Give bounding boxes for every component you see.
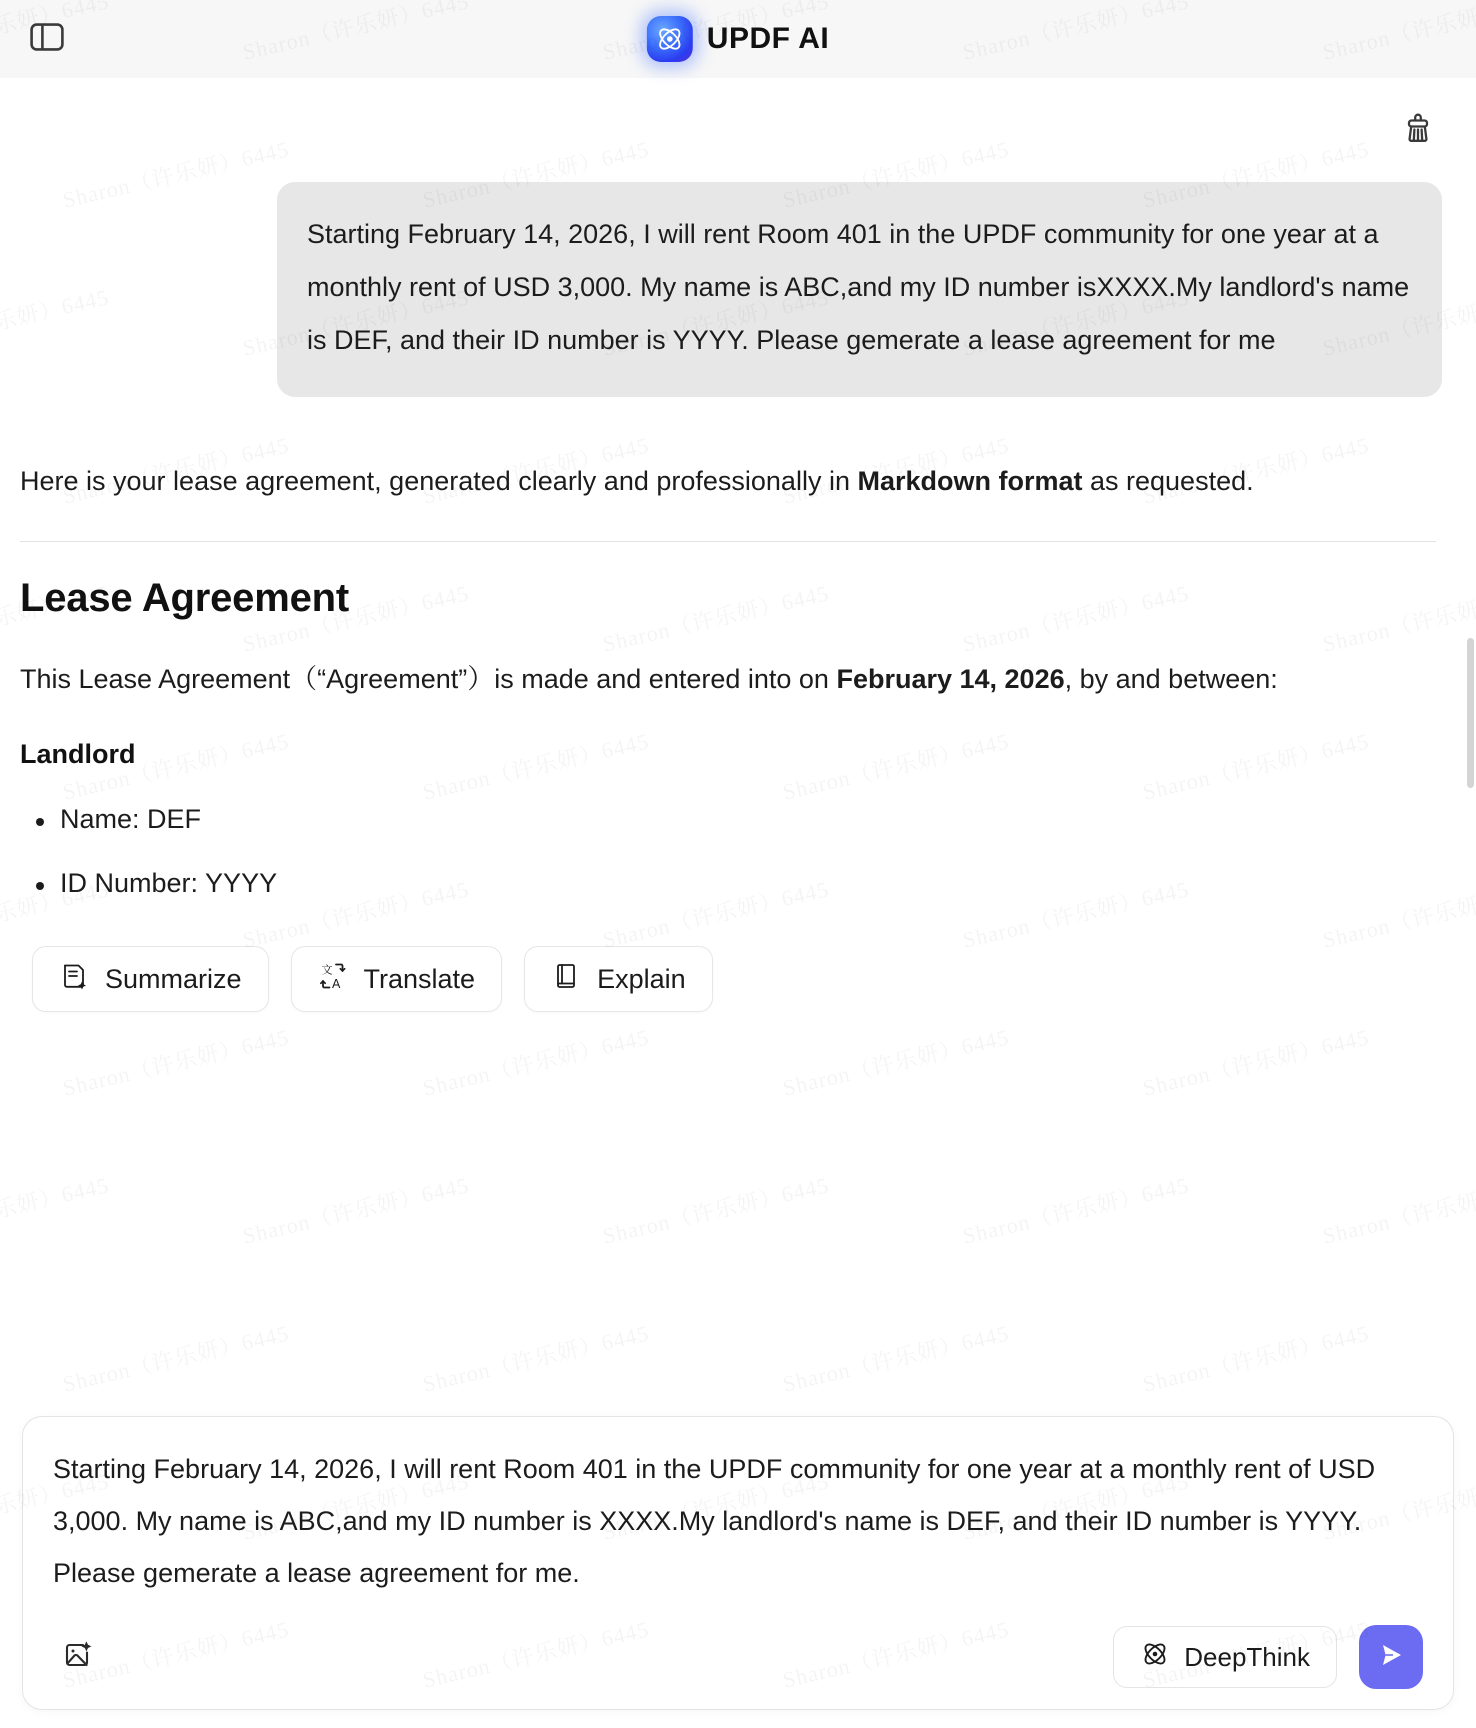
svg-text:A: A bbox=[331, 976, 340, 991]
landlord-details-list bbox=[26, 788, 1436, 916]
agreement-text-a: This Lease Agreement（“Agreement”）is made and entered into on bbox=[20, 664, 837, 695]
send-button[interactable] bbox=[1359, 1625, 1423, 1689]
chat-area bbox=[0, 78, 1476, 1728]
assistant-message bbox=[20, 397, 1456, 916]
composer-input[interactable]: Starting February 14, 2026, I will rent Room 401 in the UPDF community for one year at a monthly rent of USD 3,000. My name is ABC,and my ID number is XXXX.My landlord's name is DEF, and their ID number is YYYY. Please gemerate a lease agreement for me. bbox=[53, 1454, 1376, 1589]
summarize-button[interactable] bbox=[32, 946, 269, 1012]
user-message-row bbox=[20, 182, 1456, 397]
deepthink-toggle[interactable] bbox=[1113, 1626, 1337, 1688]
brand-title: UPDF AI bbox=[706, 22, 830, 55]
agreement-text-b: , by and between: bbox=[1064, 664, 1278, 695]
app-titlebar bbox=[0, 0, 1476, 78]
image-sparkle-icon bbox=[58, 1636, 96, 1679]
intro-text-a: Here is your lease agreement, generated clearly and professionally in bbox=[20, 465, 858, 496]
list-item: Name: DEF bbox=[26, 788, 1436, 852]
broom-clear-chat-icon bbox=[1398, 108, 1438, 153]
clear-chat-button[interactable] bbox=[1392, 104, 1444, 156]
translate-label: Translate bbox=[363, 963, 476, 994]
message-list bbox=[0, 182, 1476, 1012]
markdown-divider bbox=[20, 541, 1436, 542]
translate-icon bbox=[318, 961, 348, 998]
landlord-section-title: Landlord bbox=[20, 739, 136, 770]
chat-toolbar bbox=[0, 78, 1476, 182]
list-item: ID Number: YYYY bbox=[26, 852, 1436, 916]
explain-button[interactable] bbox=[524, 946, 713, 1012]
sidebar-toggle-button[interactable] bbox=[24, 16, 70, 62]
attach-image-button[interactable] bbox=[53, 1633, 101, 1681]
composer-right-controls bbox=[1113, 1625, 1423, 1689]
agreement-intro-paragraph bbox=[20, 653, 1436, 705]
explain-label: Explain bbox=[597, 963, 686, 994]
book-explain-icon bbox=[551, 961, 581, 998]
atom-icon bbox=[1140, 1639, 1170, 1676]
send-arrow-icon bbox=[1374, 1638, 1408, 1677]
summarize-sparkle-icon bbox=[59, 961, 89, 998]
suggestion-chips bbox=[20, 916, 1456, 1012]
summarize-label: Summarize bbox=[105, 963, 242, 994]
translate-button[interactable] bbox=[291, 946, 503, 1012]
intro-text-bold: Markdown format bbox=[857, 465, 1083, 496]
deepthink-label: DeepThink bbox=[1184, 1641, 1310, 1672]
user-message-bubble: Starting February 14, 2026, I will rent Room 401 in the UPDF community for one year at a monthly rent of USD 3,000. My name is ABC,and my ID number isXXXX.My landlord's name is DEF, and their ID number is YYYY. Please gemerate a lease agreement for me bbox=[277, 182, 1442, 397]
sidebar-panel-icon bbox=[30, 22, 64, 57]
composer-toolbar bbox=[53, 1625, 1423, 1689]
assistant-intro-paragraph bbox=[20, 455, 1436, 507]
intro-text-b: as requested. bbox=[1082, 465, 1254, 496]
atom-orbit-logo bbox=[647, 16, 693, 62]
vertical-scrollbar-thumb[interactable] bbox=[1467, 638, 1474, 788]
svg-text:文: 文 bbox=[321, 963, 333, 977]
agreement-date-bold: February 14, 2026 bbox=[836, 664, 1065, 695]
composer[interactable] bbox=[22, 1416, 1454, 1710]
brand bbox=[647, 16, 829, 62]
lease-agreement-heading: Lease Agreement bbox=[20, 576, 349, 621]
